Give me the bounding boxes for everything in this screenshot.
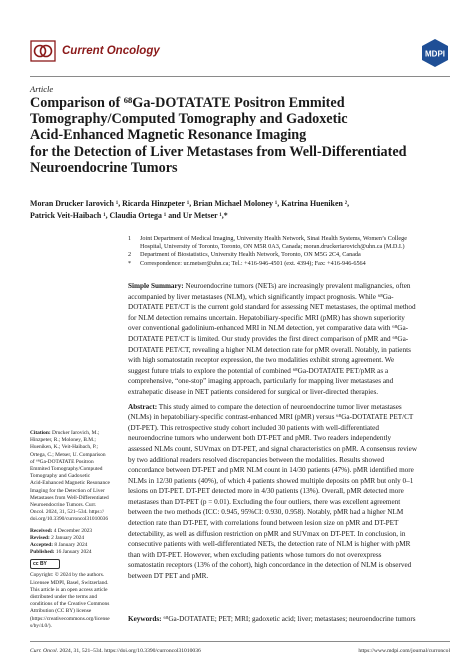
abstract: [128, 402, 448, 582]
article-sidebar: [30, 430, 122, 630]
citation-line: Imaging for the Detection of Liver: [30, 487, 105, 494]
affiliation-marker: 2: [128, 251, 132, 259]
title-line: Comparison of ⁶⁸Ga-DOTATATE Positron Emmited: [30, 95, 345, 111]
license-line: distributed under the terms and: [30, 594, 98, 601]
citation-line: of ⁶⁸Ga-DOTATATE Positron: [30, 458, 94, 465]
affiliation-item: [128, 251, 453, 259]
author-list: [30, 198, 450, 221]
abstract-line: Abstract: This study aimed to compare the detection of neuroendocrine tumor liver metastases: [128, 402, 402, 411]
citation-line: Neuroendocrine Tumors. Curr.: [30, 502, 97, 509]
license-line: conditions of the Creative Commons: [30, 601, 110, 608]
abstract-line: detectability, as well as diffusion restriction on pMR and SUVmax on DT-PET. In conclusion, in: [128, 529, 406, 538]
affiliation-line: Correspondence: ur.metser@uhn.ca; Tel.: +416-946-4501 (ext. 4394); Fax: +416-946-6564: [140, 259, 366, 267]
journal-logo-icon: [30, 40, 56, 62]
license-line: Licensee MDPI, Basel, Switzerland.: [30, 579, 109, 586]
affiliation-line: Department of Biostatistics, University Health Network, Toronto, ON M5G 2C4, Canada: [140, 251, 361, 259]
citation-line: Citation: Drucker Iarovich, M.;: [30, 430, 100, 436]
journal-header: [30, 38, 450, 72]
affiliation-line: Joint Department of Medical Imaging, University Health Network, Sinai Health Systems, Women’s College: [140, 235, 407, 242]
abstract-line: between DT PET and pMR.: [128, 572, 209, 581]
license-block: [30, 572, 122, 630]
footer-journal-url[interactable]: https://www.mdpi.com/journal/curroncol: [358, 648, 450, 654]
license-line: Attribution (CC BY) license: [30, 608, 92, 615]
citation-line: Acid-Enhanced Magnetic Resonance: [30, 480, 110, 487]
abstract-line: (DT-PET). This retrospective study cohort included 30 patients with well-differentiated: [128, 423, 379, 432]
journal-name[interactable]: Current Oncology: [62, 45, 160, 57]
abstract-line: assessed NLMs count, SUVmax on DT-PET, and signal characteristics on pMR. A consensus review: [128, 444, 418, 453]
article-title: [30, 95, 450, 176]
citation-block: [30, 430, 122, 524]
license-line: This article is an open access article: [30, 586, 108, 593]
citation-line: Tomography and Gadoxetic: [30, 473, 91, 480]
abstract-label: Abstract:: [128, 402, 158, 411]
keywords: Keywords: ⁶⁸Ga-DOTATATE; PET; MRI; gadoxetic acid; liver; metastases; neuroendocrine tumors: [128, 615, 416, 623]
simple-summary-line: DOTATATE PET/CT is limited. Our study provides the first direct comparison of pMR and ⁶⁸Ga-: [128, 334, 409, 343]
simple-summary-line: DOTATATE PET/CT, revealing a higher NLM detection rate for pMR overall. Notably, in patients: [128, 345, 411, 354]
title-line: Neuroendocrine Tumors: [30, 159, 178, 176]
simple-summary-line: DOTATATE PET/CT is the current gold standard for assessing NET metastases, the optimal method: [128, 303, 416, 312]
revised-date: Revised: 2 January 2024: [30, 534, 85, 541]
mdpi-logo-icon[interactable]: [420, 38, 450, 68]
simple-summary: [128, 281, 448, 398]
affiliation-marker: 1: [128, 235, 132, 242]
abstract-line: between the two methods (ICC: 0.945, 95%CI: 0.930, 0.958). Notably, pMR had a higher NLM: [128, 508, 404, 517]
article-type: Article: [30, 84, 54, 94]
license-line: Copyright: © 2024 by the authors.: [30, 572, 105, 579]
abstract-line: than with DT-PET. However, when excluding patients whose tumors do not overexpress: [128, 550, 382, 559]
title-line: Tomography/Computed Tomography and Gadoxetic: [30, 111, 348, 128]
author-line: Patrick Veit-Haibach ¹, Claudia Ortega ¹ and Ur Metser ¹,*: [30, 210, 228, 220]
simple-summary-line: suggest future trials to explore the potential of combined ⁶⁸Ga-DOTATATE PET/pMR as a: [128, 366, 389, 375]
abstract-line: concordance between DT-PET and pMR NLM count in 14/30 patients (47%). pMR identified more: [128, 466, 414, 475]
footer-divider: [30, 641, 450, 642]
simple-summary-label: Simple Summary:: [128, 282, 184, 290]
citation-line: Ortega, C.; Metser, U. Comparison: [30, 451, 106, 458]
cc-by-license-icon[interactable]: cc BY: [30, 559, 60, 569]
citation-line: Oncol. 2024, 31, 521–534. https://: [30, 509, 104, 516]
license-line: s/by/4.0/).: [30, 622, 52, 629]
accepted-date: Accepted: 8 January 2024: [30, 542, 88, 549]
citation-line: Metastases from Well-Differentiated: [30, 494, 109, 501]
license-line: (https://creativecommons.org/license: [30, 615, 110, 622]
main-text: [128, 281, 448, 582]
footer-citation: Curr. Oncol. 2024, 31, 521–534. https://doi.org/10.3390/curroncol31010036: [30, 648, 201, 654]
abstract-line: detection rate than DT-PET, with correlations found between lesion size on pMR and DT-PET: [128, 519, 399, 528]
abstract-line: (NLMs) in hepatobiliary-specific contrast-enhanced MRI (pMR) versus ⁶⁸Ga-DOTATATE PET/CT: [128, 413, 414, 422]
abstract-line: by two additional readers resolved discrepancies between the modalities. Results showed: [128, 455, 385, 464]
affiliation-item: [128, 260, 453, 268]
abstract-line: consecutive patients with well-differentiated NETs, the detection rate of NLM is higher with pMR: [128, 540, 411, 549]
header-divider: [30, 76, 450, 77]
simple-summary-line: for NLM detection remains uncertain. Hepatobiliary-specific MRI (pMR) has shown superiority: [128, 313, 405, 322]
simple-summary-line: accompanied by liver metastases (NLM), which significantly impact prognosis. While ⁶⁸Ga-: [128, 292, 394, 301]
simple-summary-line: comprehensive, “one-stop” imaging approach, particularly for mapping liver metastases and: [128, 377, 394, 386]
published-date: Published: 16 January 2024: [30, 549, 92, 556]
citation-line: Emmited Tomography/Computed: [30, 466, 103, 473]
affiliation-line: Hospital, University of Toronto, Toronto, ON M5R 0A3, Canada; moran.druckeriarovich@uhn.ca (M.D.I.): [140, 243, 405, 251]
author-line: Moran Drucker Iarovich ¹, Ricarda Hinzpeter ¹, Brian Michael Moloney ¹, Katrina Hueniken ²,: [30, 199, 350, 208]
publisher-name: MDPI: [425, 49, 445, 59]
affiliation-marker: *: [128, 259, 132, 267]
abstract-line: metastases than DT-PET (p = 0.01). Excluding the four outliers, there was excellent agreement: [128, 497, 401, 506]
affiliation-item: [128, 235, 453, 251]
simple-summary-line: over conventional gadolinium-enhanced MRI in NLM detection, yet comparative data with ⁶⁸Ga-: [128, 324, 409, 333]
simple-summary-line: Simple Summary: Neuroendocrine tumors (NETs) are increasingly prevalent malignancies, often: [128, 282, 411, 290]
received-date: Received: 4 December 2023: [30, 527, 93, 534]
affiliations: [128, 235, 453, 268]
abstract-line: somatostatin receptors (13% of the cohort), high concordance in the detection of NLM is observed: [128, 561, 412, 570]
simple-summary-line: with high somatostatin receptor expression, the two modalities exhibit strong agreement. We: [128, 356, 395, 365]
title-line: for the Detection of Liver Metastases from Well-Differentiated: [30, 143, 407, 160]
citation-line: doi.org/10.3390/curroncol31010036: [30, 516, 109, 523]
citation-line: Hinzpeter, R.; Moloney, B.M.;: [30, 437, 96, 444]
title-line: Acid-Enhanced Magnetic Resonance Imaging: [30, 127, 307, 144]
citation-line: Hueniken, K.; Veit-Haibach, P.;: [30, 444, 99, 451]
abstract-line: NLMs in 12/30 patients (40%), of which 4 patients showed multiple deposits on pMR but only 0–1: [128, 476, 414, 485]
simple-summary-line: extrahepatic disease in NET patients considered for surgical or liver-directed therapies.: [128, 387, 379, 396]
abstract-line: lesions on DT-PET. DT-PET detected more in 4/30 patients (13%). Overall, pMR detected more: [128, 487, 404, 496]
abstract-line: neuroendocrine tumors who underwent both DT-PET and pMR. Two readers independently: [128, 434, 392, 443]
